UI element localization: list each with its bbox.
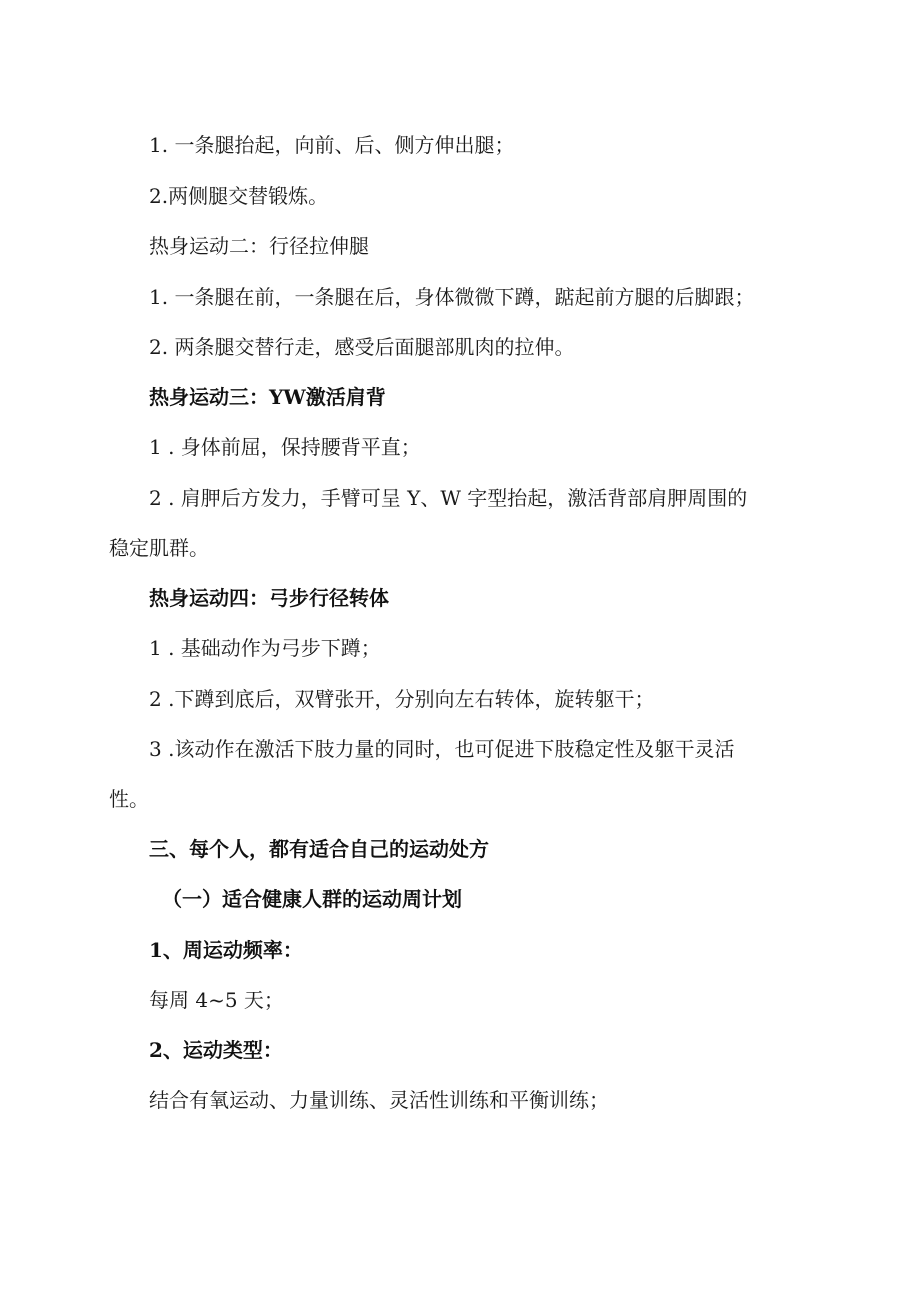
section-heading-3: 三、每个人，都有适合自己的运动处方	[149, 837, 489, 861]
paragraph-4: 2. 两条腿交替行走，感受后面腿部肌肉的拉伸。	[149, 335, 575, 359]
paragraph-2: 2.两侧腿交替锻炼。	[149, 184, 329, 208]
paragraph-1: 1. 一条腿抬起，向前、后、侧方伸出腿；	[149, 133, 515, 157]
heading-warmup-3: 热身运动三：YW激活肩背	[149, 385, 386, 409]
paragraph-7: 1 . 基础动作为弓步下蹲；	[149, 636, 381, 660]
paragraph-type: 结合有氧运动、力量训练、灵活性训练和平衡训练；	[149, 1088, 609, 1112]
heading-warmup-4: 热身运动四：弓步行径转体	[149, 586, 389, 610]
paragraph-frequency: 每周 4~5 天；	[149, 988, 284, 1012]
subsection-heading-1: （一）适合健康人群的运动周计划	[162, 887, 462, 911]
heading-warmup-2: 热身运动二：行径拉伸腿	[149, 234, 369, 258]
paragraph-9: 3 .该动作在激活下肢力量的同时，也可促进下肢稳定性及躯干灵活	[149, 737, 735, 761]
paragraph-3: 1. 一条腿在前，一条腿在后，身体微微下蹲，踮起前方腿的后脚跟；	[149, 285, 755, 309]
paragraph-6-continued: 稳定肌群。	[109, 536, 209, 560]
paragraph-5: 1 . 身体前屈，保持腰背平直；	[149, 435, 421, 459]
paragraph-8: 2 .下蹲到底后，双臂张开，分别向左右转体，旋转躯干；	[149, 687, 655, 711]
item-heading-frequency: 1、周运动频率：	[149, 938, 303, 962]
paragraph-9-continued: 性。	[109, 787, 149, 811]
item-heading-type: 2、运动类型：	[149, 1038, 283, 1062]
paragraph-6: 2 . 肩胛后方发力，手臂可呈 Y、W 字型抬起，激活背部肩胛周围的	[149, 486, 748, 510]
